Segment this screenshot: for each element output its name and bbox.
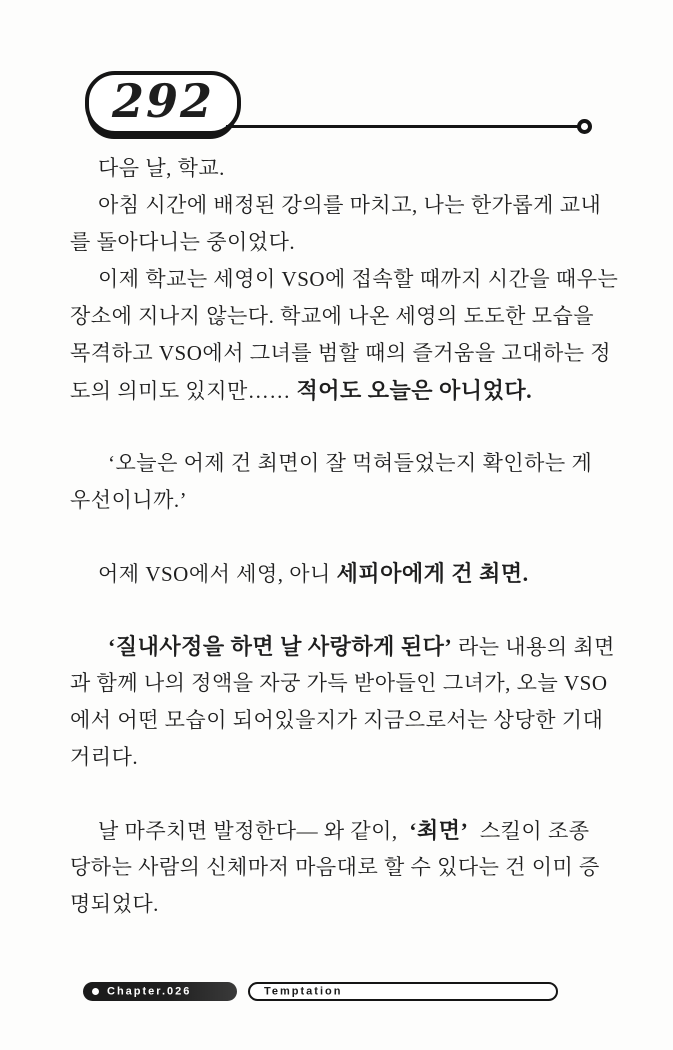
text-segment: 이제 학교는 세영이 VSO에 접속할 때까지 시간을 때우는	[98, 267, 619, 291]
chapter-title-label: Temptation	[264, 985, 343, 997]
text-line	[70, 739, 610, 776]
text-line	[70, 555, 610, 592]
text-line	[70, 224, 610, 261]
text-line	[70, 150, 610, 187]
body-text	[70, 150, 619, 923]
text-segment: 라는 내용의 최면	[452, 635, 615, 659]
chapter-badge	[83, 982, 237, 1001]
text-line	[70, 812, 610, 849]
page-number: 292	[111, 74, 215, 128]
text-segment: 세피아에게 건 최면.	[336, 561, 529, 586]
text-segment: 를 돌아다니는 중이었다.	[70, 230, 296, 254]
text-segment: 어제 VSO에서 세영, 아니	[98, 562, 337, 586]
page-number-badge	[85, 71, 241, 135]
chapter-title-badge	[248, 982, 558, 1001]
text-line	[70, 665, 610, 702]
text-segment: ‘최면’	[409, 818, 469, 843]
text-segment: 명되었다.	[70, 892, 159, 916]
bullet-dot-icon	[92, 988, 99, 995]
text-segment: 목격하고 VSO에서 그녀를 범할 때의 즐거움을 고대하는 정	[70, 341, 612, 365]
text-segment: 다음 날, 학교.	[98, 156, 225, 180]
text-line	[70, 702, 610, 739]
text-line	[70, 335, 610, 372]
header-rule-end-dot-icon	[577, 119, 592, 134]
text-segment: 과 함께 나의 정액을 자궁 가득 받아들인 그녀가, 오늘 VSO	[70, 671, 608, 695]
text-line	[70, 886, 610, 923]
text-line	[70, 628, 615, 665]
header-rule	[226, 125, 578, 128]
text-line	[70, 849, 610, 886]
text-segment: 스킬이 조종	[468, 819, 590, 843]
text-segment: 아침 시간에 배정된 강의를 마치고, 나는 한가롭게 교내	[98, 193, 602, 217]
text-line	[70, 187, 610, 224]
text-segment: 날 마주치면 발정한다— 와 같이,	[98, 819, 410, 843]
text-segment: 우선이니까.’	[70, 488, 188, 512]
text-segment: 장소에 지나지 않는다. 학교에 나온 세영의 도도한 모습을	[70, 304, 595, 328]
text-line	[70, 482, 610, 519]
text-line	[70, 261, 619, 298]
text-segment: 에서 어떤 모습이 되어있을지가 지금으로서는 상당한 기대	[70, 708, 604, 732]
text-line	[70, 445, 610, 482]
text-segment: 도의 의미도 있지만……	[70, 379, 297, 403]
text-line	[70, 298, 610, 335]
chapter-label: Chapter.026	[107, 985, 192, 997]
text-segment: 당하는 사람의 신체마저 마음대로 할 수 있다는 건 이미 증	[70, 855, 600, 879]
text-segment: 거리다.	[70, 745, 139, 769]
text-segment: ‘오늘은 어제 건 최면이 잘 먹혀들었는지 확인하는 게	[108, 451, 593, 475]
text-segment: 적어도 오늘은 아니었다.	[296, 378, 533, 403]
text-line	[70, 372, 610, 409]
text-segment: ‘질내사정을 하면 날 사랑하게 된다’	[108, 634, 453, 659]
